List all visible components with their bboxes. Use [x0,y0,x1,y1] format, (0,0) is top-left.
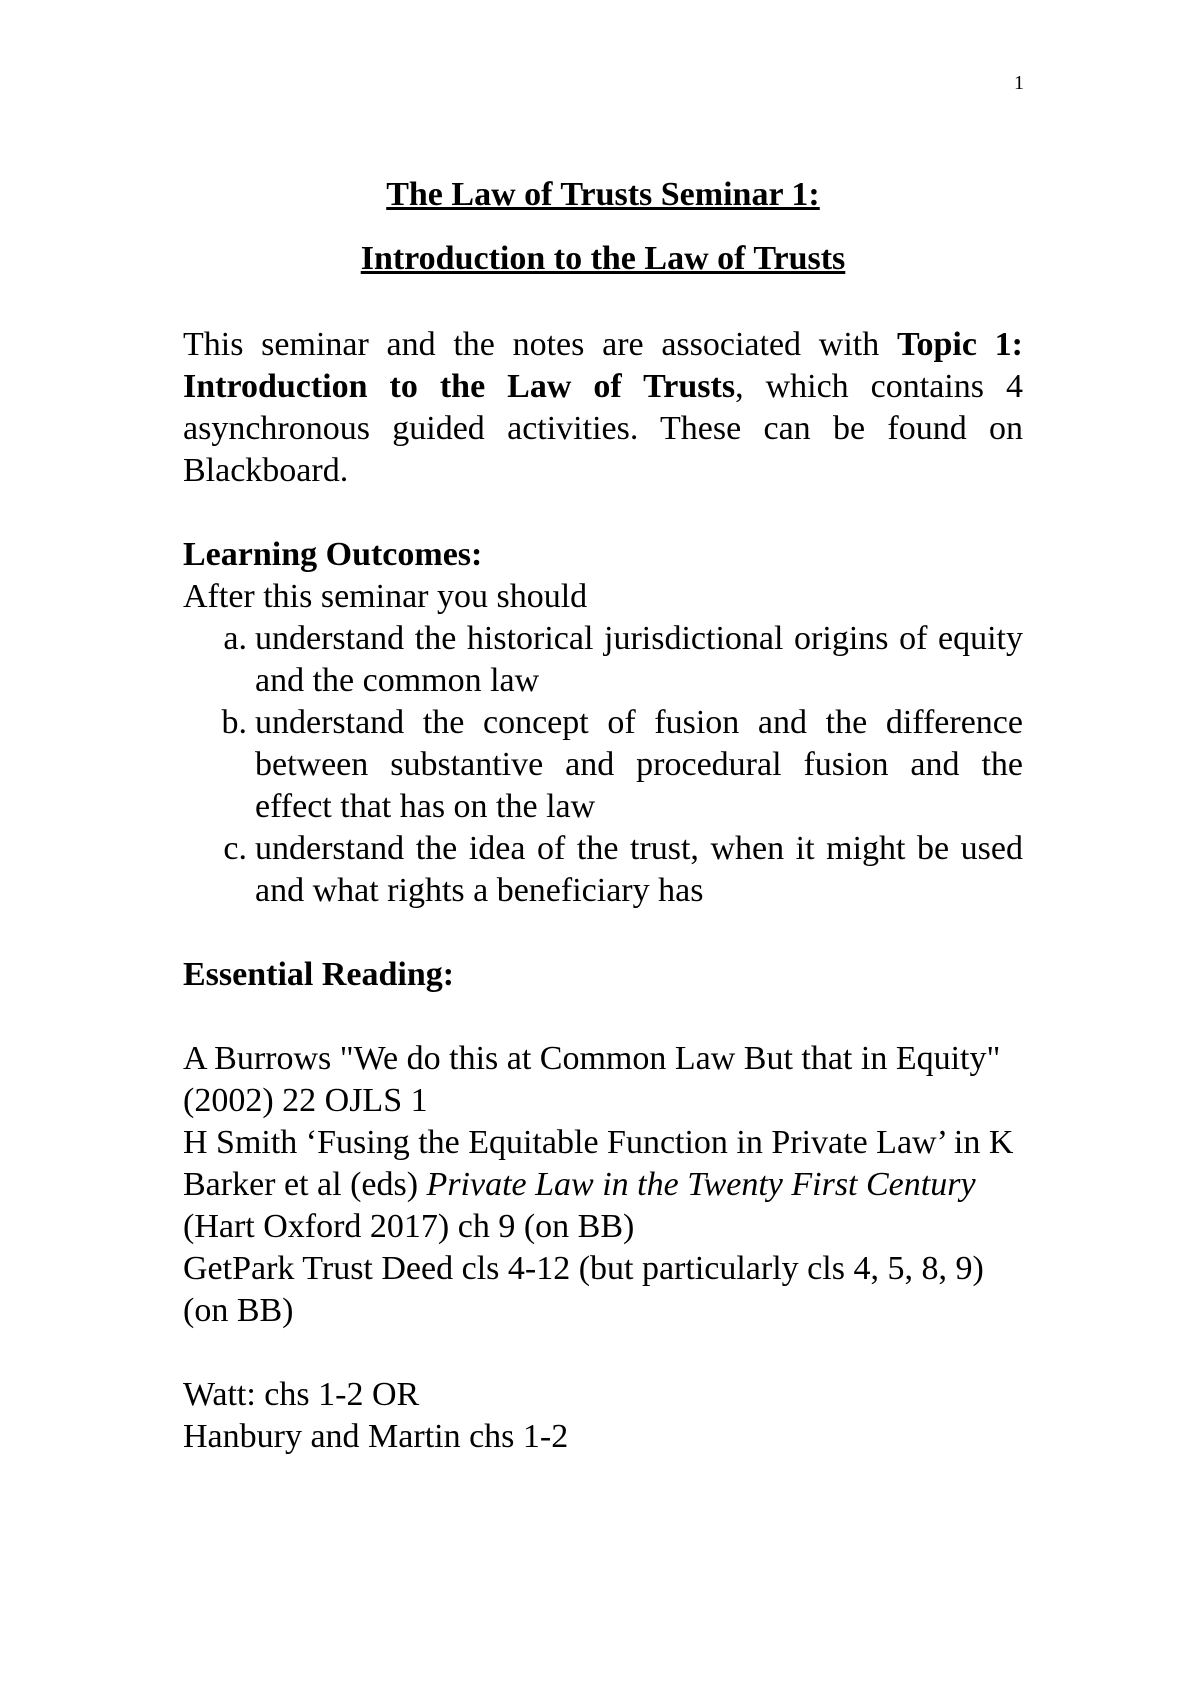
document-body [183,174,1023,1458]
list-item [183,828,1023,912]
reading-reference: Watt: chs 1-2 OR [183,1376,420,1413]
reference-text-2: (Hart Oxford 2017) ch 9 (on BB) [183,1208,635,1245]
intro-text-1: This seminar and the notes are associated with [183,326,897,363]
reference-book-title: Private Law in the Twenty First Century [426,1166,976,1203]
list-marker: a. [223,620,247,657]
intro-topic: Topic 1: Introduction to the Law of Trusts [183,326,1024,405]
intro-text-2: , which contains 4 asynchronous guided activities. These can be found on Blackboard. [183,368,1023,489]
reading-reference [183,1122,1023,1248]
learning-outcomes-list [183,618,1023,912]
list-item-text: understand the idea of the trust, when it might be used and what rights a beneficiary has [255,830,1023,909]
essential-reading-heading: Essential Reading: [183,956,455,993]
page-number: 1 [1014,72,1024,94]
list-marker: b. [221,704,247,741]
reading-reference: A Burrows "We do this at Common Law But that in Equity" (2002) 22 OJLS 1 [183,1040,1001,1119]
reference-text-1: H Smith ‘Fusing the Equitable Function in Private Law’ in K Barker et al (eds) [183,1124,1014,1203]
document-subtitle: Introduction to the Law of Trusts [360,240,846,277]
reading-reference: Hanbury and Martin chs 1-2 [183,1418,569,1455]
learning-outcomes-lead: After this seminar you should [183,578,588,615]
learning-outcomes-heading: Learning Outcomes: [183,536,483,573]
document-title: The Law of Trusts Seminar 1: [386,176,820,213]
list-item [183,618,1023,702]
intro-paragraph [183,324,1023,492]
list-item-text: understand the historical jurisdictional origins of equity and the common law [255,620,1023,699]
list-item-text: understand the concept of fusion and the difference between substantive and procedural fusion and the effect that has on the law [255,704,1023,825]
learning-outcomes-section [183,534,1023,912]
list-item [183,702,1023,828]
reading-reference: GetPark Trust Deed cls 4-12 (but particularly cls 4, 5, 8, 9) (on BB) [183,1250,984,1329]
essential-reading-section [183,954,1023,1458]
list-marker: c. [223,830,247,867]
